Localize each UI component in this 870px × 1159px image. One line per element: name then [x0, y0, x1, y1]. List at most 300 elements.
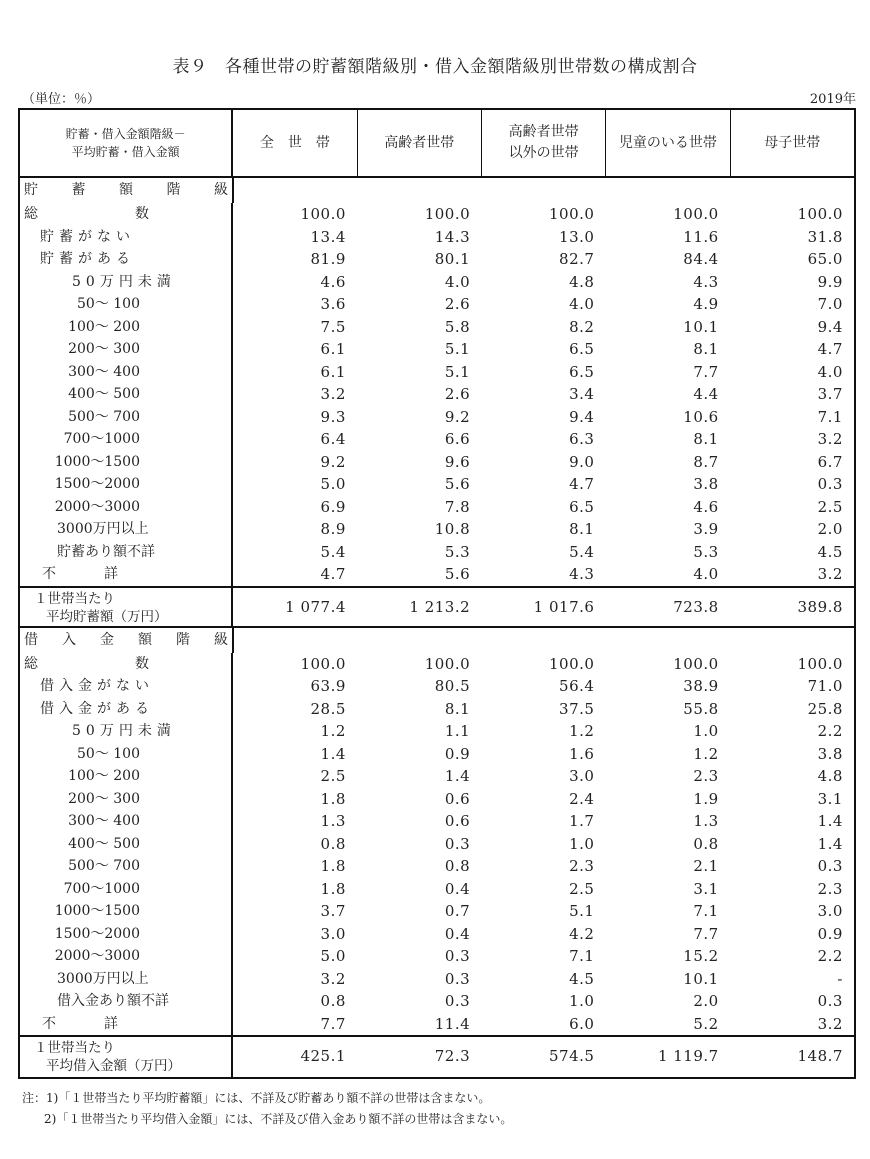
value-cell: 28.5	[310, 699, 346, 718]
row-label: 500～ 700	[68, 858, 140, 874]
value-cell: 100.0	[797, 654, 843, 673]
value-cell: 100.0	[300, 654, 346, 673]
table-row	[20, 248, 854, 271]
row-label: 2000～3000	[54, 948, 140, 964]
value-cell: 4.5	[569, 969, 595, 988]
value-cell: 3.2	[320, 385, 346, 403]
row-label-cell	[20, 271, 233, 294]
row-label-char: 数	[135, 206, 149, 222]
note-2: 2)「１世帯当たり平均借入金額」には、不詳及び借入金あり額不詳の世帯は含まない。	[44, 1112, 513, 1126]
value-cell: 9.2	[444, 407, 471, 426]
value-cell: 55.8	[683, 699, 719, 718]
value-cell: 1.0	[569, 834, 595, 853]
row-label-char: 詳	[104, 1015, 118, 1032]
section-heading-char: 貯	[24, 182, 38, 198]
value-cell: 8.9	[320, 520, 346, 538]
value-cell: 5.4	[320, 542, 346, 561]
row-label: 50万円未満	[72, 273, 176, 290]
table-title: 表９ 各種世帯の貯蓄額階級別・借入金額階級別世帯数の構成割合	[172, 57, 698, 77]
header-label-column: 貯蓄・借入金額階級－ 平均貯蓄・借入金額	[20, 110, 233, 176]
value-cell: 15.2	[683, 947, 719, 965]
value-cell: 100.0	[424, 654, 471, 673]
row-label: 貯蓄がない	[40, 228, 135, 245]
average-value-cell: 148.7	[797, 1047, 843, 1065]
value-cell: 37.5	[559, 699, 595, 718]
value-cell: 9.4	[569, 407, 595, 426]
value-cell: 0.9	[817, 924, 843, 943]
value-cell: 1.8	[320, 857, 346, 875]
value-cell: 6.1	[320, 362, 346, 381]
row-label	[42, 563, 118, 586]
value-cell: 1.7	[569, 812, 595, 830]
value-cell: 5.1	[569, 902, 595, 920]
value-cell: 8.1	[444, 699, 471, 718]
table-row	[20, 968, 854, 991]
table-row	[20, 496, 854, 519]
section-heading-char: 級	[214, 631, 228, 648]
average-value-cell: 425.1	[300, 1047, 346, 1065]
value-cell: 9.4	[817, 317, 843, 336]
table-row	[20, 675, 854, 698]
value-cell: 4.0	[569, 295, 595, 313]
value-cell: 6.9	[320, 497, 346, 516]
value-cell: 4.7	[569, 475, 595, 493]
value-cell: 11.4	[434, 1014, 471, 1033]
average-label-line1: １世帯当たり	[34, 590, 115, 607]
value-cell: 10.1	[683, 969, 719, 988]
value-cell: 1.2	[693, 744, 719, 763]
value-cell: 5.0	[320, 947, 346, 965]
value-cell: 5.3	[693, 542, 719, 561]
value-cell: 7.8	[444, 497, 471, 516]
value-cell: 0.3	[444, 992, 471, 1010]
row-label: 50～ 100	[77, 745, 140, 762]
value-cell: 0.3	[817, 475, 843, 493]
row-label-cell	[20, 855, 233, 878]
table-row	[20, 653, 854, 676]
table-row	[20, 765, 854, 788]
table-row	[20, 945, 854, 968]
table-row	[20, 473, 854, 496]
unit-label: （単位：％）	[22, 92, 101, 107]
value-cell: 80.1	[434, 250, 471, 268]
value-cell: 9.6	[444, 452, 471, 471]
row-label-cell	[20, 428, 233, 451]
row-label: 400～ 500	[68, 835, 140, 852]
value-cell: 7.7	[693, 924, 719, 943]
row-label: 50～ 100	[77, 296, 140, 312]
row-label-cell	[20, 541, 233, 564]
section-heading	[20, 628, 234, 653]
value-cell: 100.0	[424, 205, 471, 223]
value-cell: 4.0	[444, 272, 471, 291]
table-row	[20, 698, 854, 721]
row-label: 1500～2000	[54, 925, 140, 942]
average-label	[20, 588, 233, 626]
row-label	[24, 203, 149, 226]
row-label	[42, 1013, 118, 1036]
value-cell: 84.4	[683, 250, 719, 268]
value-cell: 6.5	[569, 340, 595, 358]
value-cell: 9.9	[817, 272, 843, 291]
value-cell: 2.3	[817, 879, 843, 898]
value-cell: 7.7	[693, 362, 719, 381]
value-cell: 4.0	[693, 565, 719, 583]
header-non-elderly-households: 高齢者世帯 以外の世帯	[482, 110, 606, 176]
value-cell: 1.6	[569, 744, 595, 763]
value-cell: 3.7	[320, 902, 346, 920]
row-label: 300～ 400	[68, 813, 140, 829]
average-label-line1: １世帯当たり	[34, 1040, 115, 1056]
value-cell: 8.1	[693, 340, 719, 358]
header-all-households: 全 世 帯	[233, 110, 357, 176]
row-label: 200～ 300	[68, 341, 140, 357]
value-cell: 2.2	[817, 947, 843, 965]
section-heading-char: 金	[100, 631, 114, 648]
value-cell: 1.3	[693, 812, 719, 830]
notes	[22, 1088, 512, 1130]
value-cell: 1.8	[320, 879, 346, 898]
table-row	[20, 878, 854, 901]
row-label-cell	[20, 293, 233, 316]
table-row	[20, 833, 854, 856]
row-label: 300～ 400	[68, 363, 140, 380]
value-cell: 0.9	[444, 744, 471, 763]
value-cell: 4.2	[569, 924, 595, 943]
value-cell: 3.2	[817, 1014, 843, 1033]
table-row	[20, 720, 854, 743]
average-label	[20, 1037, 233, 1077]
row-label-cell	[20, 451, 233, 474]
row-label-cell	[20, 406, 233, 429]
value-cell: 4.6	[693, 497, 719, 516]
composition-table	[18, 108, 856, 1079]
table-header	[20, 110, 854, 178]
value-cell: 10.6	[683, 407, 719, 426]
value-cell: 6.5	[569, 362, 595, 381]
row-label-cell	[20, 878, 233, 901]
section-heading-char: 額	[119, 182, 133, 198]
value-cell: 10.1	[683, 317, 719, 336]
row-label-cell	[20, 968, 233, 991]
row-label: 3000万円以上	[57, 521, 149, 537]
value-cell: 6.7	[817, 452, 843, 471]
value-cell: 100.0	[673, 654, 719, 673]
row-label-cell	[20, 518, 233, 541]
header-households-with-children: 児童のいる世帯	[606, 110, 730, 176]
row-label-cell	[20, 338, 233, 361]
value-cell: 4.6	[320, 272, 346, 291]
value-cell: 0.3	[444, 969, 471, 988]
table-row	[20, 990, 854, 1013]
value-cell: 2.5	[569, 879, 595, 898]
value-cell: 80.5	[434, 677, 471, 695]
value-cell: 100.0	[548, 205, 595, 223]
row-label: 1500～2000	[54, 476, 140, 492]
value-cell: 0.7	[444, 902, 471, 920]
row-label-cell	[20, 945, 233, 968]
value-cell: 3.9	[693, 520, 719, 538]
table-row	[20, 923, 854, 946]
table-row	[20, 226, 854, 249]
row-label: 700～1000	[63, 880, 140, 897]
row-label-char: 総	[24, 206, 38, 222]
value-cell: 8.1	[569, 520, 595, 538]
value-cell: 7.7	[320, 1014, 346, 1033]
value-cell: 100.0	[548, 654, 595, 673]
value-cell: 5.0	[320, 475, 346, 493]
value-cell: 2.2	[817, 722, 843, 740]
note-1: 注：1)「１世帯当たり平均貯蓄額」には、不詳及び貯蓄あり額不詳の世帯は含まない。	[22, 1091, 491, 1105]
value-cell: 3.7	[817, 385, 843, 403]
value-cell: 3.4	[569, 385, 595, 403]
row-label: 借入金がある	[40, 700, 154, 717]
value-cell: 3.2	[817, 430, 843, 448]
value-cell: 2.0	[693, 992, 719, 1010]
value-cell: 3.1	[817, 789, 843, 808]
average-value-cell: 389.8	[797, 597, 843, 616]
value-cell: 100.0	[673, 205, 719, 223]
table-row	[20, 338, 854, 361]
row-label-cell	[20, 990, 233, 1013]
row-label-cell	[20, 698, 233, 721]
row-label: 1000～1500	[54, 903, 140, 919]
table-row	[20, 361, 854, 384]
section-heading-char: 借	[24, 631, 38, 648]
value-cell: 63.9	[310, 677, 346, 695]
value-cell: 6.4	[320, 430, 346, 448]
row-label-char: 総	[24, 655, 38, 672]
value-cell: 4.9	[693, 295, 719, 313]
table-row	[20, 518, 854, 541]
value-cell: 0.8	[320, 834, 346, 853]
value-cell: 13.0	[559, 227, 595, 246]
row-label: 100～ 200	[68, 768, 140, 784]
row-label-cell	[20, 496, 233, 519]
value-cell: 1.8	[320, 789, 346, 808]
row-label: 400～ 500	[68, 386, 140, 402]
table-row	[20, 855, 854, 878]
row-label-cell	[20, 833, 233, 856]
value-cell: 6.6	[444, 430, 471, 448]
value-cell: 0.4	[444, 924, 471, 943]
value-cell: 1.1	[444, 722, 471, 740]
row-label-cell	[20, 226, 233, 249]
value-cell: 5.6	[444, 565, 471, 583]
table-row	[20, 316, 854, 339]
row-label-cell	[20, 900, 233, 923]
average-label-line2: 平均貯蓄額（万円）	[46, 608, 168, 625]
value-cell: 65.0	[807, 250, 843, 268]
value-cell: 8.2	[569, 317, 595, 336]
average-value-cell: 574.5	[548, 1047, 595, 1065]
value-cell: 3.2	[320, 969, 346, 988]
value-cell: 9.3	[320, 407, 346, 426]
row-label: 1000～1500	[54, 453, 140, 470]
average-row	[20, 1035, 854, 1077]
value-cell: 0.3	[444, 947, 471, 965]
section-heading-char: 蓄	[71, 182, 86, 198]
value-cell: 1.9	[693, 789, 719, 808]
row-label-cell	[20, 810, 233, 833]
value-cell: 8.1	[693, 430, 719, 448]
section-heading	[20, 178, 234, 203]
value-cell: 1.2	[320, 722, 346, 740]
value-cell: 4.0	[817, 362, 843, 381]
average-label-line2: 平均借入金額（万円）	[46, 1058, 181, 1074]
row-label-cell	[20, 473, 233, 496]
value-cell: 0.6	[444, 812, 471, 830]
value-cell: 0.8	[320, 992, 346, 1010]
table-row	[20, 1013, 854, 1036]
value-cell: 4.3	[693, 272, 719, 291]
value-cell: 5.3	[444, 542, 471, 561]
value-cell: 38.9	[683, 677, 719, 695]
row-label: 3000万円以上	[57, 970, 149, 987]
table-row	[20, 743, 854, 766]
row-label: 100～ 200	[68, 318, 140, 335]
value-cell: 82.7	[559, 250, 595, 268]
value-cell: 5.1	[444, 340, 471, 358]
value-cell: 4.7	[320, 565, 346, 583]
row-label-cell	[20, 653, 233, 676]
value-cell: 1.3	[320, 812, 346, 830]
section-heading-char: 階	[166, 182, 181, 198]
value-cell: 5.4	[569, 542, 595, 561]
table-row	[20, 271, 854, 294]
value-cell: 11.6	[683, 227, 719, 246]
section-heading-row	[20, 178, 854, 203]
value-cell: 1.0	[569, 992, 595, 1010]
section-heading-row	[20, 628, 854, 653]
value-cell: 10.8	[434, 520, 471, 538]
row-label-cell	[20, 248, 233, 271]
section-heading-char: 級	[214, 182, 228, 198]
section-heading-char: 階	[176, 631, 190, 648]
row-label-cell	[20, 765, 233, 788]
table-row	[20, 428, 854, 451]
row-label: 貯蓄あり額不詳	[57, 543, 155, 560]
value-cell: 31.8	[807, 227, 843, 246]
value-cell: 3.2	[817, 565, 843, 583]
value-cell: -	[837, 969, 843, 988]
row-label-char: 詳	[104, 566, 118, 582]
value-cell: 5.1	[444, 362, 471, 381]
value-cell: 71.0	[807, 677, 843, 695]
value-cell: 3.0	[569, 767, 595, 785]
average-value-cell: 1 077.4	[285, 597, 346, 616]
header-single-mother-households: 母子世帯	[764, 134, 821, 151]
table-row	[20, 541, 854, 564]
value-cell: 6.0	[569, 1014, 595, 1033]
table-body	[20, 178, 854, 1077]
row-label-cell	[20, 923, 233, 946]
value-cell: 4.5	[817, 542, 843, 561]
row-label-cell	[20, 383, 233, 406]
row-label-cell	[20, 675, 233, 698]
value-cell: 2.5	[817, 497, 843, 516]
value-cell: 2.4	[569, 789, 595, 808]
average-value-cell: 1 119.7	[657, 1047, 719, 1065]
value-cell: 0.6	[444, 789, 471, 808]
value-cell: 6.1	[320, 340, 346, 358]
value-cell: 9.2	[320, 452, 346, 471]
row-label-cell	[20, 1013, 233, 1036]
value-cell: 2.5	[320, 767, 346, 785]
value-cell: 7.1	[569, 947, 595, 965]
row-label: 500～ 700	[68, 408, 140, 425]
value-cell: 3.8	[693, 475, 719, 493]
table-row	[20, 383, 854, 406]
row-label: 200～ 300	[68, 790, 140, 807]
value-cell: 4.7	[817, 340, 843, 358]
value-cell: 2.1	[693, 857, 719, 875]
section-heading-char: 入	[62, 631, 76, 648]
year-label: 2019年	[809, 92, 856, 107]
table-row	[20, 900, 854, 923]
value-cell: 9.0	[569, 452, 595, 471]
value-cell: 100.0	[797, 205, 843, 223]
value-cell: 1.4	[320, 744, 346, 763]
table-row	[20, 810, 854, 833]
value-cell: 3.0	[320, 924, 346, 943]
value-cell: 0.4	[444, 879, 471, 898]
row-label: 50万円未満	[72, 723, 176, 739]
row-label: 2000～3000	[54, 498, 140, 515]
header-elderly-households: 高齢者世帯	[358, 110, 482, 176]
value-cell: 0.8	[693, 834, 719, 853]
value-cell: 3.1	[693, 879, 719, 898]
value-cell: 4.4	[693, 385, 719, 403]
value-cell: 4.3	[569, 565, 595, 583]
value-cell: 25.8	[807, 699, 843, 718]
value-cell: 56.4	[559, 677, 595, 695]
row-label-char: 不	[42, 1015, 56, 1032]
value-cell: 3.0	[817, 902, 843, 920]
value-cell: 5.6	[444, 475, 471, 493]
value-cell: 5.8	[444, 317, 471, 336]
value-cell: 4.8	[569, 272, 595, 291]
table-row	[20, 451, 854, 474]
row-label: 借入金がない	[40, 678, 154, 694]
value-cell: 2.3	[693, 767, 719, 785]
value-cell: 8.7	[693, 452, 719, 471]
value-cell: 3.8	[817, 744, 843, 763]
value-cell: 7.0	[817, 295, 843, 313]
value-cell: 0.3	[817, 857, 843, 875]
value-cell: 2.6	[444, 385, 471, 403]
value-cell: 14.3	[434, 227, 471, 246]
value-cell: 6.5	[569, 497, 595, 516]
average-row	[20, 586, 854, 628]
row-label: 借入金あり額不詳	[57, 993, 169, 1009]
value-cell: 7.1	[693, 902, 719, 920]
row-label-char: 不	[42, 566, 56, 582]
value-cell: 13.4	[310, 227, 346, 246]
row-label-cell	[20, 203, 233, 226]
value-cell: 6.3	[569, 430, 595, 448]
average-value-cell: 1 213.2	[409, 597, 471, 616]
average-value-cell: 72.3	[434, 1047, 471, 1065]
value-cell: 1.4	[817, 812, 843, 830]
table-row	[20, 563, 854, 586]
average-value-cell: 1 017.6	[533, 597, 595, 616]
table-row	[20, 788, 854, 811]
value-cell: 1.4	[817, 834, 843, 853]
table-row	[20, 293, 854, 316]
value-cell: 1.2	[569, 722, 595, 740]
section-heading-char: 額	[138, 631, 152, 648]
